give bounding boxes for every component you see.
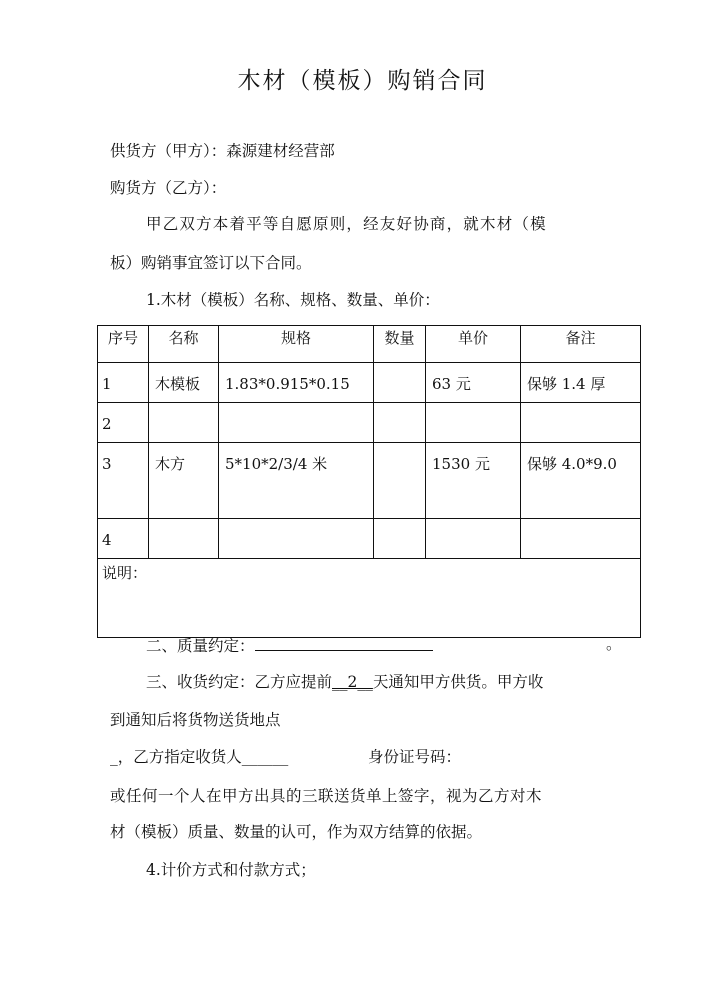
goods-table	[97, 325, 641, 638]
table-cell	[219, 403, 374, 443]
section-3-line-1	[146, 672, 543, 692]
table-row	[98, 363, 641, 403]
receiver-prefix: _，乙方指定收货人	[110, 748, 242, 766]
id-number-label: 身份证号码：	[368, 748, 462, 766]
table-note-row	[98, 559, 641, 638]
header-cell: 数量	[374, 326, 426, 363]
intro-line-2: 板）购销事宜签订以下合同。	[110, 254, 312, 272]
table-cell	[520, 403, 640, 443]
table-header-row	[98, 326, 641, 363]
table-cell: 2	[98, 403, 149, 443]
table-note: 说明：	[98, 559, 641, 638]
header-cell: 单价	[426, 326, 521, 363]
buyer-line: 购货方（乙方）：	[110, 179, 227, 197]
table-row	[98, 443, 641, 519]
table-cell: 保够 1.4 厚	[520, 363, 640, 403]
table-cell: 3	[98, 443, 149, 519]
section-3-suffix: 天通知甲方供货。甲方收	[372, 673, 544, 691]
contract-title: 木材（模板）购销合同	[237, 68, 488, 94]
header-cell: 名称	[149, 326, 219, 363]
table-cell: 保够 4.0*9.0	[520, 443, 640, 519]
receiver-line	[110, 747, 288, 767]
table-cell: 5*10*2/3/4 米	[219, 443, 374, 519]
table-cell	[149, 403, 219, 443]
quality-blank	[255, 634, 433, 651]
notice-days: __2__	[332, 673, 373, 691]
table-cell: 63 元	[426, 363, 521, 403]
supplier-line: 供货方（甲方）：森源建材经营部	[110, 142, 335, 160]
section-1-heading: 1.木材（模板）名称、规格、数量、单价：	[146, 291, 440, 309]
header-cell: 序号	[98, 326, 149, 363]
table-cell: 1	[98, 363, 149, 403]
table-cell: 1.83*0.915*0.15	[219, 363, 374, 403]
table-cell	[374, 519, 426, 559]
table-cell	[374, 403, 426, 443]
table-cell	[219, 519, 374, 559]
section-3-prefix: 三、收货约定：乙方应提前	[146, 673, 333, 691]
table-cell	[426, 403, 521, 443]
receiver-blank: ______	[241, 748, 289, 766]
confirm-line-2: 材（模板）质量、数量的认可，作为双方结算的依据。	[110, 823, 483, 841]
table-row	[98, 519, 641, 559]
header-cell: 规格	[219, 326, 374, 363]
table-cell	[426, 519, 521, 559]
table-cell	[374, 363, 426, 403]
section-2-line	[146, 634, 433, 656]
section-2-end: 。	[606, 635, 622, 653]
confirm-line-1: 或任何一个人在甲方出具的三联送货单上签字，视为乙方对木	[110, 787, 543, 805]
table-cell: 木方	[149, 443, 219, 519]
section-4-heading: 4.计价方式和付款方式；	[146, 861, 316, 879]
table-row	[98, 403, 641, 443]
intro-line-1: 甲乙双方本着平等自愿原则，经友好协商，就木材（模	[146, 215, 547, 233]
table-cell	[149, 519, 219, 559]
header-cell: 备注	[520, 326, 640, 363]
section-2-label: 二、质量约定：	[146, 637, 255, 655]
table-cell	[520, 519, 640, 559]
table-cell	[374, 443, 426, 519]
section-3-line-2: 到通知后将货物送货地点	[110, 711, 281, 729]
table-cell: 4	[98, 519, 149, 559]
table-cell: 木模板	[149, 363, 219, 403]
table-cell: 1530 元	[426, 443, 521, 519]
